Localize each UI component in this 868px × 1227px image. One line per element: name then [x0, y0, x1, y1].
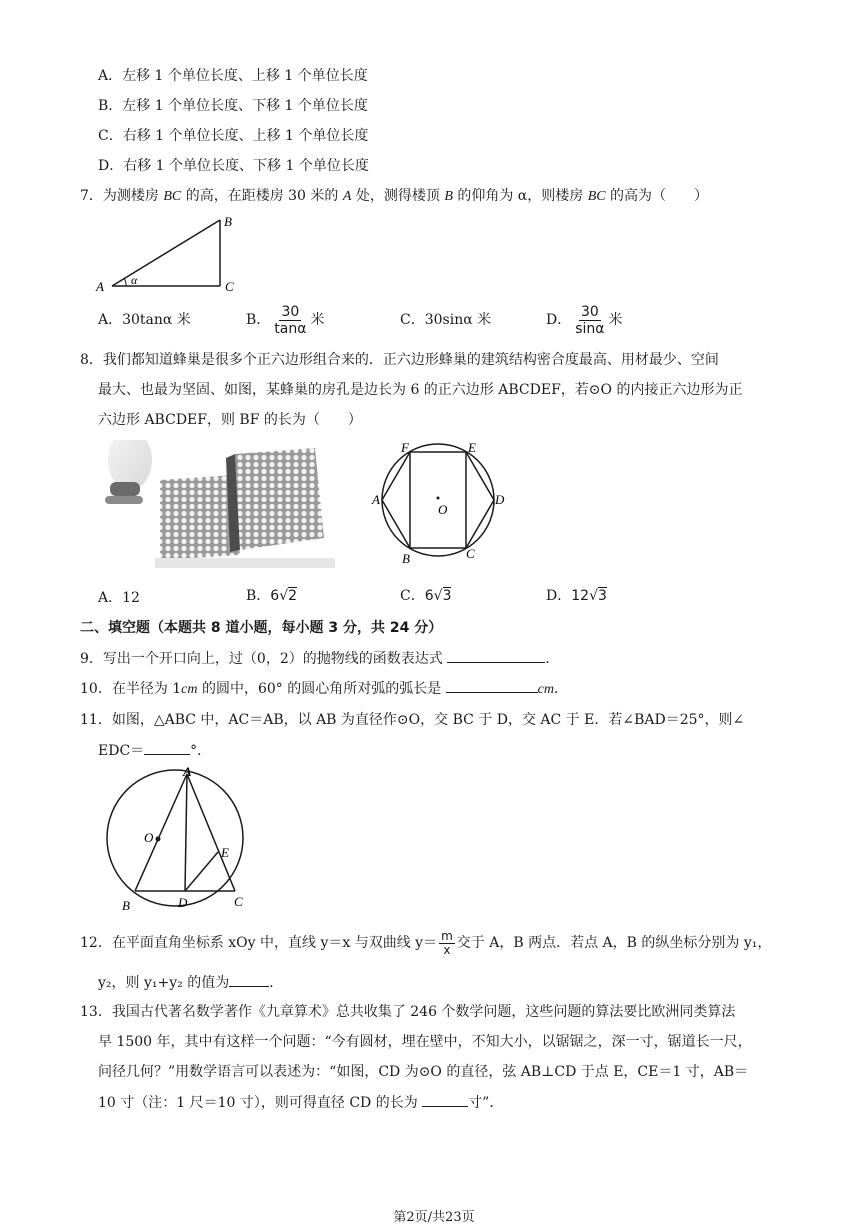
- q9-stem: 9．写出一个开口向上，过（0，2）的抛物线的函数表达式 ．: [80, 648, 559, 669]
- q7-triangle-figure: [92, 212, 252, 302]
- q8-stem-line2: 最大、也最为坚固、如图，某蜂巢的房孔是边长为 6 的正六边形 ABCDEF，若⊙O 的内接正六边形为正: [98, 382, 743, 398]
- q10-stem: 10．在半径为 1cm 的圆中，60° 的圆心角所对弧的弧长是 cm．: [80, 678, 568, 700]
- q8-label-a: A: [372, 492, 380, 507]
- q8-option-a: A．12: [98, 590, 140, 606]
- q10-answer-blank[interactable]: [446, 678, 538, 693]
- q11-label-b: B: [122, 898, 130, 913]
- q12-stem-line1: 12．在平面直角坐标系 xOy 中，直线 y＝x 与双曲线 y＝ $\frac{m}{x}$ 交于 A，B 两点．若点 A，B 的纵坐标分别为 y₁，: [80, 928, 772, 957]
- q8-label-b: B: [402, 551, 410, 566]
- q7-option-b: B． $\frac{30}{\tan\alpha}$ 米: [246, 303, 325, 337]
- q11-circle-figure: [90, 762, 260, 914]
- q6-option-d: D．右移 1 个单位长度、下移 1 个单位长度: [98, 158, 369, 174]
- q7-option-a: A．30tanα 米: [98, 312, 191, 328]
- honeycomb-photo: [100, 440, 336, 570]
- q11-answer-blank[interactable]: [144, 740, 190, 755]
- q9-answer-blank[interactable]: [447, 648, 545, 663]
- q6-option-c: C．右移 1 个单位长度、上移 1 个单位长度: [98, 128, 369, 144]
- q12-stem-line2: y₂，则 y₁+y₂ 的值为 ．: [98, 972, 283, 993]
- page-footer: 第2页/共23页: [393, 1210, 475, 1225]
- q8-option-c: C．6√3: [400, 588, 452, 604]
- q8-label-o: O: [438, 502, 448, 517]
- q7-option-c: C．30sinα 米: [400, 312, 492, 328]
- q13-stem-line4: 10 寸（注：1 尺＝10 寸），则可得直径 CD 的长为 寸”．: [98, 1092, 503, 1113]
- q13-stem-line2: 早 1500 年，其中有这样一个问题：“今有圆材，埋在壁中，不知大小，以锯锯之，深一寸，锯道长一尺，: [98, 1034, 752, 1050]
- q7-option-d: D． $\frac{30}{\sin\alpha}$ 米: [546, 303, 623, 337]
- q7-label-b: B: [224, 214, 232, 229]
- q8-hexagon-figure: [368, 440, 508, 570]
- q11-stem-line1: 11．如图，△ABC 中，AC＝AB，以 AB 为直径作⊙O，交 BC 于 D，交 AC 于 E．若∠BAD＝25°，则∠: [80, 712, 745, 728]
- q8-stem-line3: 六边形 ABCDEF，则 BF 的长为（ ）: [98, 412, 362, 428]
- q8-option-d: D．12√3: [546, 588, 607, 604]
- q11-label-d: D: [178, 895, 188, 910]
- q7-label-c: C: [225, 279, 234, 294]
- q8-label-d: D: [495, 492, 505, 507]
- q7-stem: 7．为测楼房 BC 的高，在距楼房 30 米的 A 处，测得楼顶 B 的仰角为 α，则楼房 BC 的高为（ ）: [80, 188, 709, 204]
- q11-label-a: A: [183, 764, 192, 779]
- q13-answer-blank[interactable]: [422, 1092, 468, 1107]
- q13-stem-line1: 13．我国古代著名数学著作《九章算术》总共收集了 246 个数学问题，这些问题的算法要比欧洲同类算法: [80, 1004, 736, 1020]
- q6-option-a: A．左移 1 个单位长度、上移 1 个单位长度: [98, 68, 368, 84]
- q7-label-alpha: α: [131, 273, 138, 287]
- q12-answer-blank[interactable]: [229, 972, 269, 987]
- q11-label-e: E: [221, 845, 229, 860]
- section-2-heading: 二、填空题（本题共 8 道小题，每小题 3 分，共 24 分）: [80, 620, 443, 636]
- q8-label-e: E: [468, 440, 476, 455]
- q8-label-c: C: [466, 546, 475, 561]
- q8-label-f: F: [401, 440, 409, 455]
- q7-label-a: A: [96, 279, 104, 294]
- q6-option-b: B．左移 1 个单位长度、下移 1 个单位长度: [98, 98, 368, 114]
- q8-stem-line1: 8．我们都知道蜂巢是很多个正六边形组合来的．正六边形蜂巢的建筑结构密合度最高、用材最少、空间: [80, 352, 719, 368]
- q11-label-c: C: [234, 894, 243, 909]
- q11-stem-line2: EDC＝ °．: [98, 740, 211, 761]
- q11-label-o: O: [144, 830, 154, 845]
- q8-option-b: B．6√2: [246, 588, 298, 604]
- q13-stem-line3: 问径几何？”用数学语言可以表述为：“如图，CD 为⊙O 的直径，弦 AB⊥CD 于点 E，CE＝1 寸，AB＝: [98, 1064, 749, 1080]
